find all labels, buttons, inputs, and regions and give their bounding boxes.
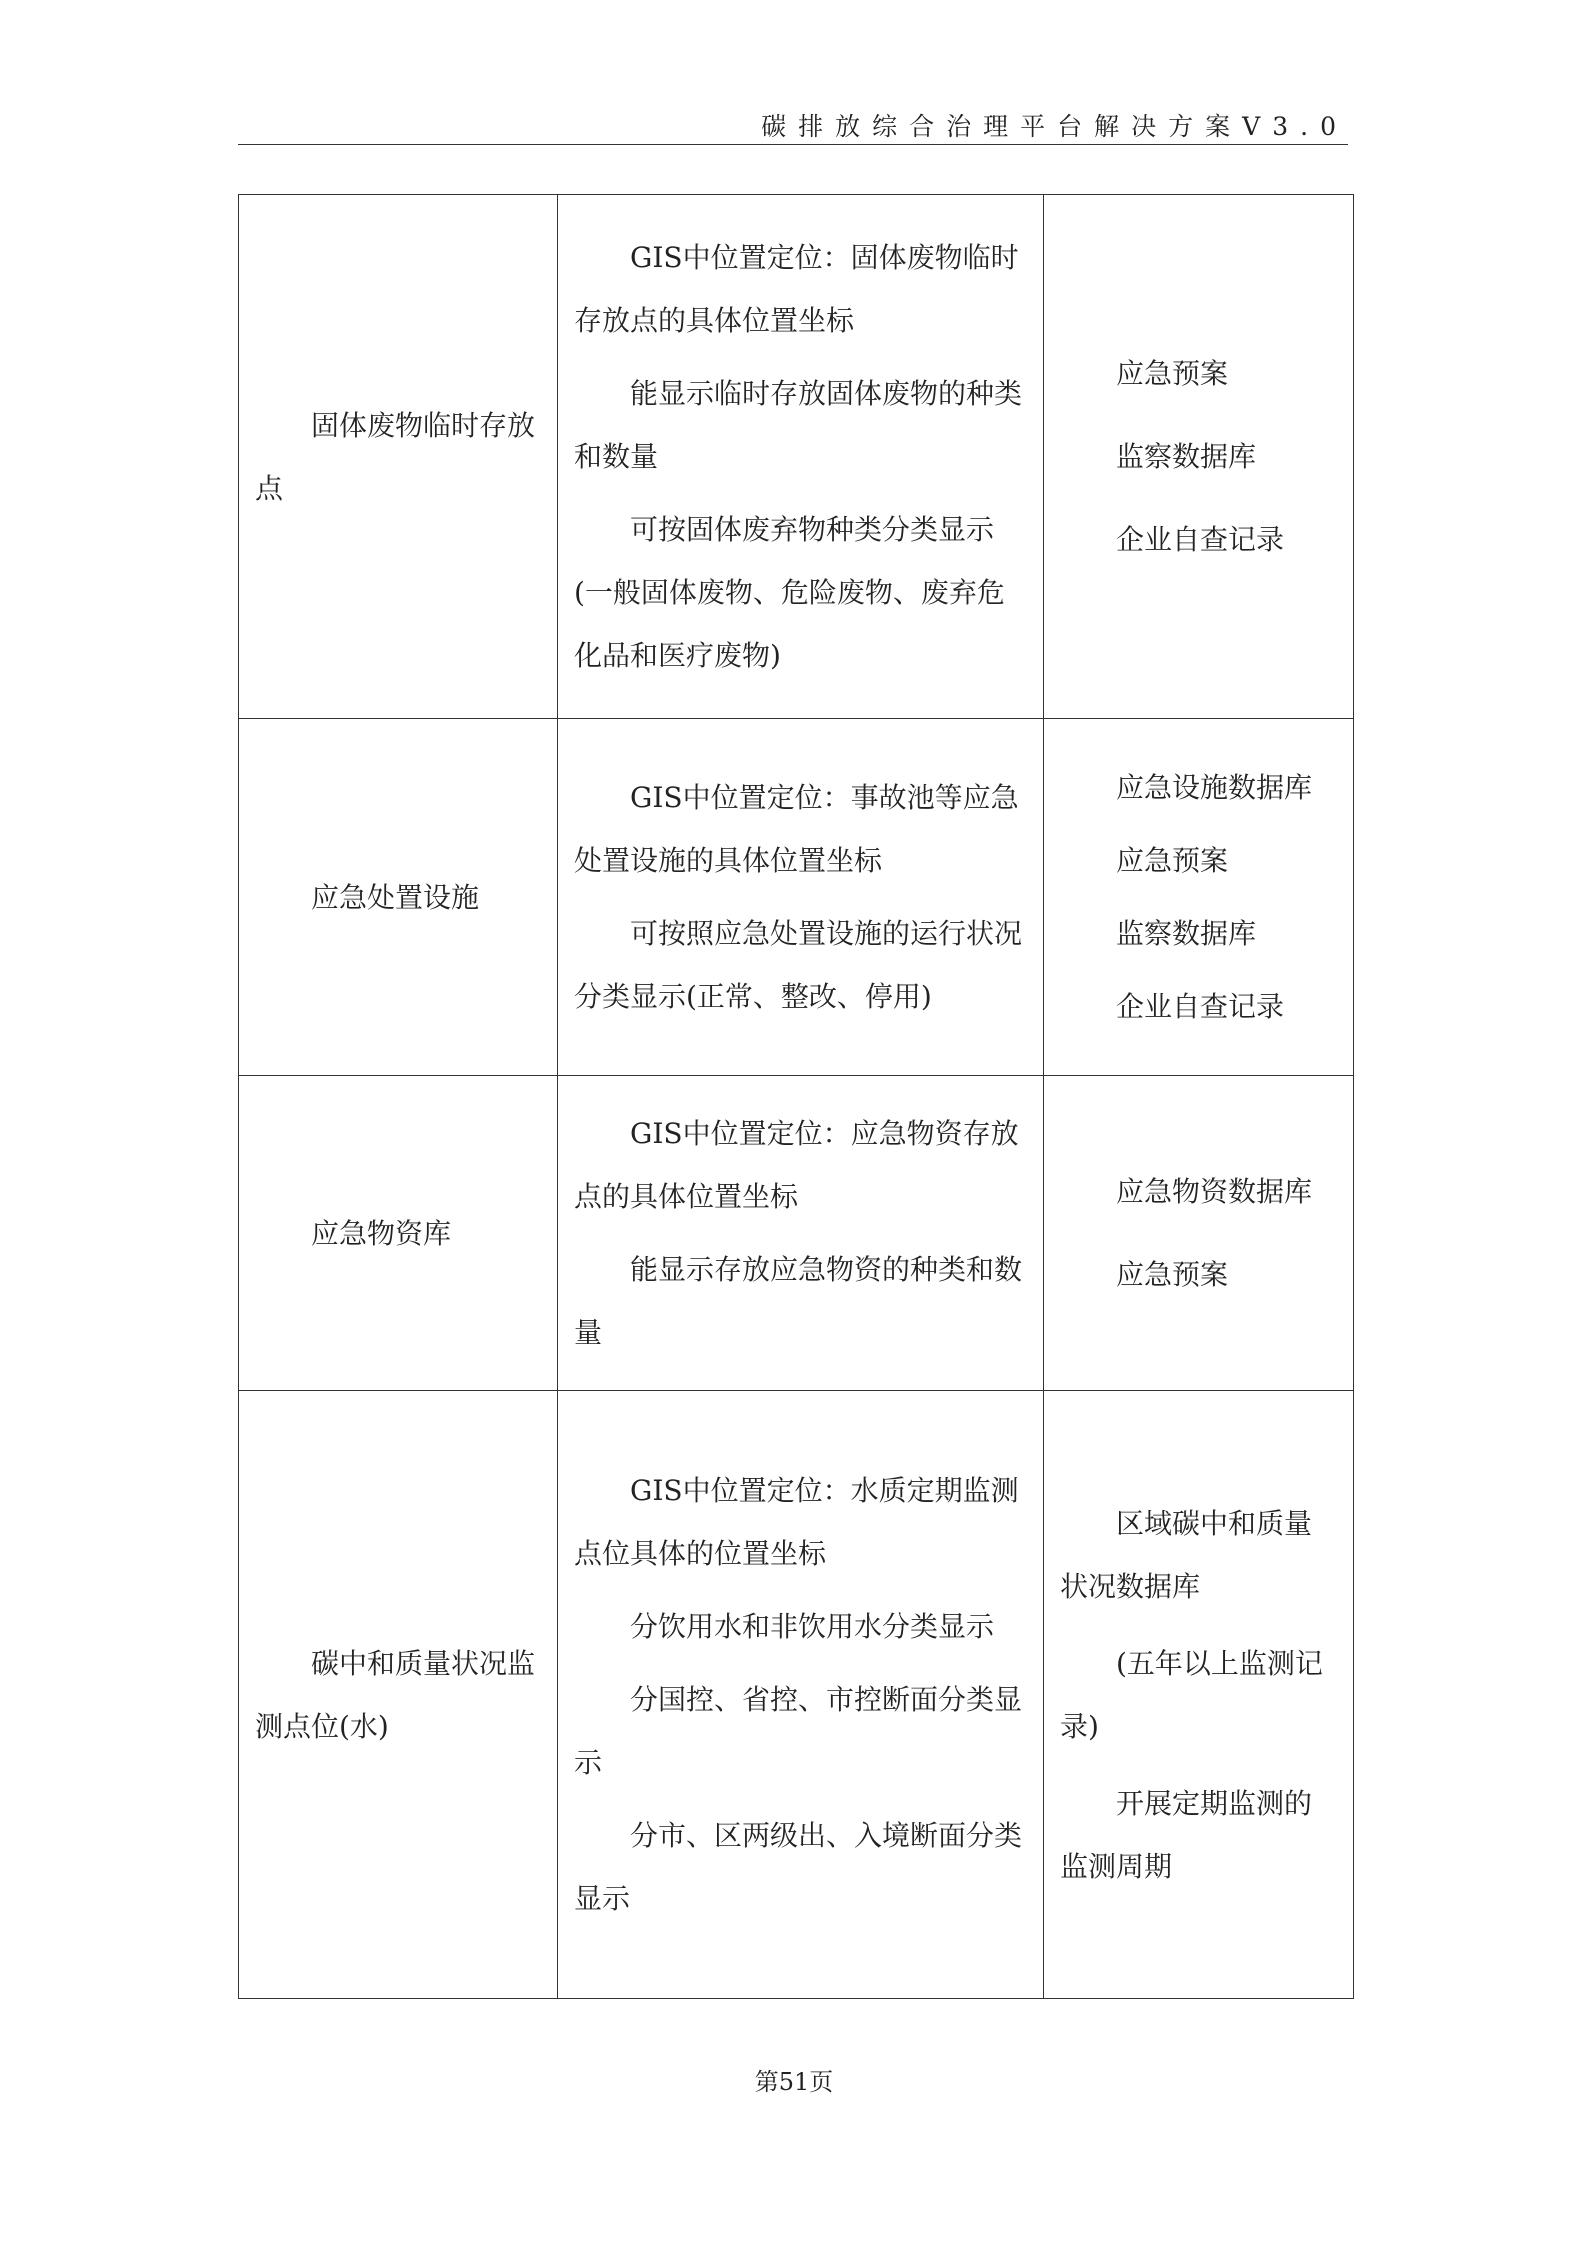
item-name-cell (239, 195, 558, 719)
item-name-cell (239, 1391, 558, 1999)
function-text: 可按固体废弃物种类分类显示(一般固体废物、危险废物、废弃危化品和医疗废物) (574, 513, 1005, 672)
function-text: GIS中位置定位：应急物资存放点的具体位置坐标 (574, 1117, 1019, 1213)
item-name: 应急物资库 (311, 1216, 452, 1250)
source-item: (五年以上监测记录) (1060, 1646, 1323, 1743)
function-text: 能显示临时存放固体废物的种类和数量 (574, 377, 1023, 473)
document-title: 碳排放综合治理平台解决方案V3.0 (761, 112, 1348, 141)
page-header (238, 110, 1348, 145)
function-text: GIS中位置定位：水质定期监测点位具体的位置坐标 (574, 1474, 1019, 1570)
page-number: 第51页 (754, 2068, 834, 2096)
source-cell (1044, 195, 1354, 719)
table-row (239, 1391, 1354, 1999)
source-item: 应急预案 (1116, 1258, 1229, 1291)
source-cell (1044, 719, 1354, 1076)
item-name-cell (239, 1076, 558, 1391)
function-cell (558, 1391, 1044, 1999)
function-cell (558, 719, 1044, 1076)
function-text: 分市、区两级出、入境断面分类显示 (574, 1819, 1023, 1915)
function-text: GIS中位置定位：事故池等应急处置设施的具体位置坐标 (574, 781, 1019, 877)
function-cell (558, 1076, 1044, 1391)
source-cell (1044, 1076, 1354, 1391)
source-item: 监察数据库 (1116, 917, 1257, 950)
function-cell (558, 195, 1044, 719)
feature-table (238, 194, 1354, 1999)
table-row (239, 719, 1354, 1076)
source-item: 监察数据库 (1116, 440, 1257, 473)
item-name: 应急处置设施 (311, 880, 480, 914)
table-row (239, 195, 1354, 719)
source-item: 应急设施数据库 (1116, 771, 1313, 804)
source-item: 区域碳中和质量状况数据库 (1060, 1506, 1313, 1603)
table-row (239, 1076, 1354, 1391)
source-item: 开展定期监测的监测周期 (1060, 1786, 1313, 1883)
source-item: 应急物资数据库 (1116, 1175, 1313, 1208)
function-text: 可按照应急处置设施的运行状况分类显示(正常、整改、停用) (574, 917, 1023, 1013)
item-name-cell (239, 719, 558, 1076)
function-text: 分国控、省控、市控断面分类显示 (574, 1683, 1023, 1779)
source-item: 企业自查记录 (1116, 990, 1285, 1023)
item-name: 固体废物临时存放点 (255, 408, 536, 505)
function-text: GIS中位置定位：固体废物临时存放点的具体位置坐标 (574, 241, 1019, 337)
function-text: 分饮用水和非饮用水分类显示 (630, 1610, 995, 1643)
source-item: 应急预案 (1116, 357, 1229, 390)
source-item: 企业自查记录 (1116, 523, 1285, 556)
source-cell (1044, 1391, 1354, 1999)
function-text: 能显示存放应急物资的种类和数量 (574, 1253, 1023, 1349)
source-item: 应急预案 (1116, 844, 1229, 877)
item-name: 碳中和质量状况监测点位(水) (255, 1646, 536, 1743)
